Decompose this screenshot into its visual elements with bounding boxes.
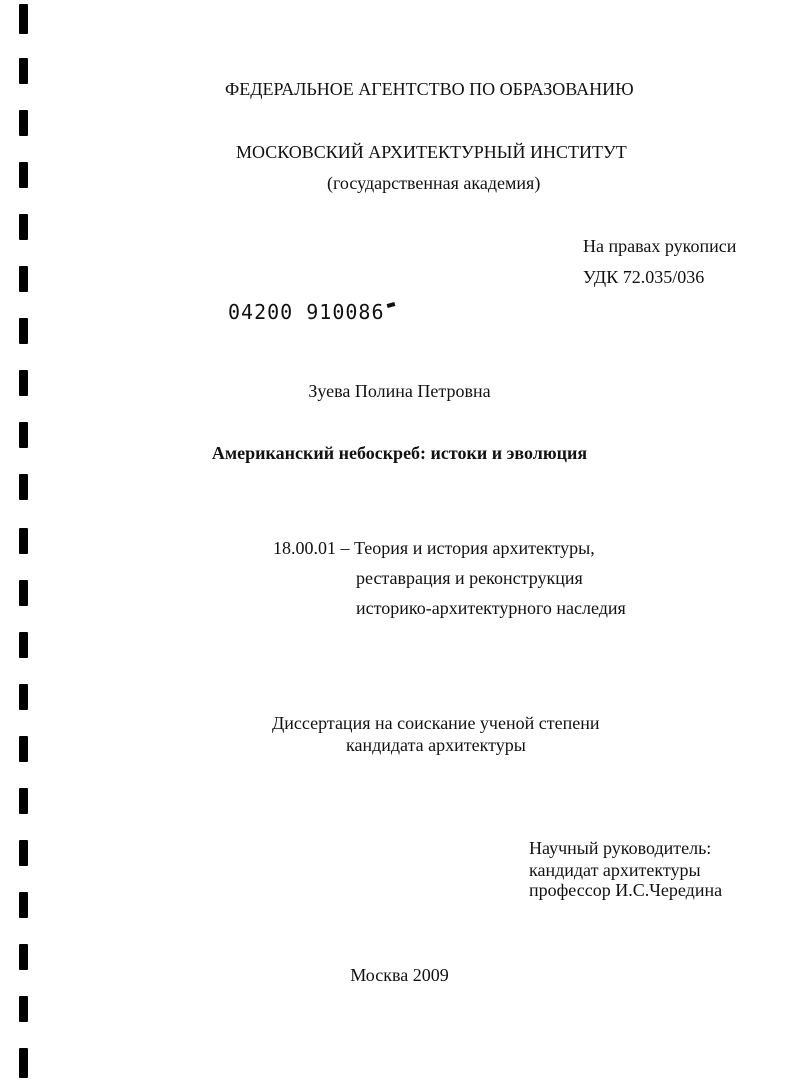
specialty-line-3: историко-архитектурного наследия [356, 598, 626, 618]
binding-marks [0, 0, 40, 1090]
binding-mark [19, 4, 28, 34]
place-year: Москва 2009 [350, 965, 449, 985]
stamp-mark [386, 302, 395, 308]
binding-mark [19, 58, 28, 84]
degree-line-2: кандидата архитектуры [346, 735, 526, 755]
supervisor-label: Научный руководитель: [529, 838, 712, 858]
supervisor-name: профессор И.С.Чередина [529, 880, 723, 900]
binding-mark [19, 266, 28, 292]
dissertation-title: Американский небоскреб: истоки и эволюция [211, 443, 588, 463]
agency-heading: ФЕДЕРАЛЬНОЕ АГЕНТСТВО ПО ОБРАЗОВАНИЮ [225, 79, 634, 99]
institute-name: МОСКОВСКИЙ АРХИТЕКТУРНЫЙ ИНСТИТУТ [236, 142, 627, 162]
registration-number: 04200 910086 [228, 300, 385, 324]
specialty-line-1: 18.00.01 – Теория и история архитектуры, [273, 538, 595, 558]
binding-mark [19, 632, 28, 658]
binding-mark [19, 580, 28, 606]
author-name: Зуева Полина Петровна [308, 381, 491, 401]
binding-mark [19, 162, 28, 188]
binding-mark [19, 474, 28, 500]
binding-mark [19, 892, 28, 918]
binding-mark [19, 684, 28, 710]
binding-mark [19, 318, 28, 344]
degree-line-1: Диссертация на соискание ученой степени [272, 713, 600, 733]
binding-mark [19, 214, 28, 240]
binding-mark [19, 110, 28, 136]
binding-mark [19, 1048, 28, 1078]
udc-code: УДК 72.035/036 [583, 267, 705, 287]
binding-mark [19, 840, 28, 866]
institute-status: (государственная академия) [327, 173, 541, 193]
registration-stamp [228, 300, 395, 324]
binding-mark [19, 996, 28, 1022]
specialty-line-2: реставрация и реконструкция [356, 568, 583, 588]
supervisor-rank: кандидат архитектуры [529, 860, 701, 880]
binding-mark [19, 788, 28, 814]
manuscript-rights: На правах рукописи [583, 236, 737, 256]
binding-mark [19, 528, 28, 554]
binding-mark [19, 736, 28, 762]
